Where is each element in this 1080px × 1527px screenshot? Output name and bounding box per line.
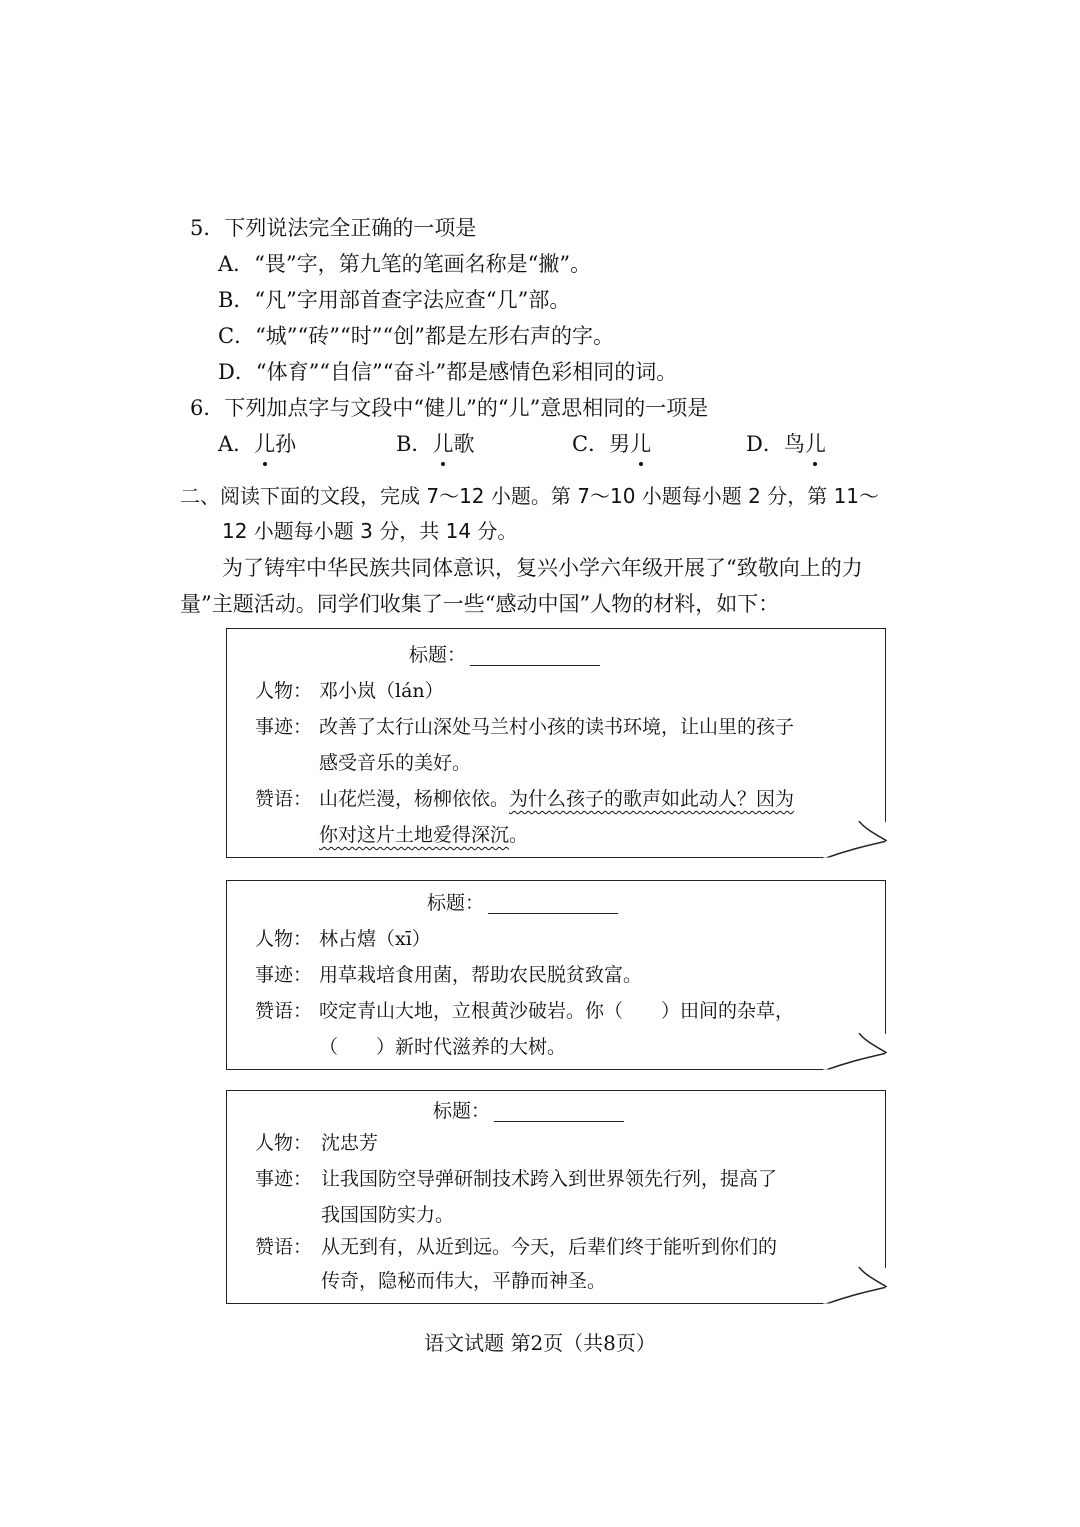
- card-1-deeds-line1: 改善了太行山深处马兰村小孩的读书环境，让山里的孩子: [319, 716, 795, 738]
- section-2-intro-line2: 量”主题活动。同学们收集了一些“感动中国”人物的材料，如下：: [180, 592, 780, 616]
- card-3-person-label: 人物：: [255, 1132, 313, 1154]
- question-6-option-c: C．男儿: [572, 429, 746, 459]
- card-2-deeds-label: 事迹：: [255, 964, 313, 986]
- question-5-option-c: C．“城”“砖”“时”“创”都是左形右声的字。: [218, 324, 614, 348]
- card-1-person-label: 人物：: [255, 680, 313, 702]
- material-card-1: [226, 628, 886, 858]
- emphasis-dot-char: 儿: [805, 429, 826, 459]
- card-2-praise-line2: （ ）新时代滋养的大树。: [319, 1036, 567, 1058]
- card-1-deeds-label: 事迹：: [255, 716, 313, 738]
- title-blank[interactable]: [488, 893, 618, 914]
- section-2-heading-line2: 12 小题每小题 3 分，共 14 分。: [222, 519, 518, 543]
- card-2-person: 林占熺（xī）: [319, 928, 431, 950]
- card-2-praise-line1: 咬定青山大地，立根黄沙破岩。你（ ）田间的杂草，: [319, 1000, 795, 1022]
- card-3-praise-line2: 传奇，隐秘而伟大，平静而神圣。: [321, 1270, 607, 1292]
- question-6-options: [218, 429, 826, 459]
- card-1-deeds-line2: 感受音乐的美好。: [319, 752, 472, 774]
- emphasis-dot-char: 儿: [630, 429, 651, 459]
- card-3-praise-line1: 从无到有，从近到远。今天，后辈们终于能听到你们的: [321, 1236, 778, 1258]
- material-card-3: [226, 1090, 886, 1304]
- card-2-deeds-line1: 用草栽培食用菌，帮助农民脱贫致富。: [319, 964, 643, 986]
- card-3-praise-label: 赞语：: [255, 1236, 313, 1258]
- page-curl-icon: [823, 1267, 887, 1305]
- section-2-heading-line1: 二、阅读下面的文段，完成 7～12 小题。第 7～10 小题每小题 2 分，第 11～: [180, 484, 880, 508]
- card-1-person: 邓小岚（lán）: [319, 680, 444, 702]
- emphasis-dot-char: 儿: [254, 429, 275, 459]
- card-1-praise-line1: 山花烂漫，杨柳依依。为什么孩子的歌声如此动人？因为: [319, 788, 795, 810]
- question-6-option-d: D．鸟儿: [746, 429, 826, 459]
- card-3-person: 沈忠芳: [321, 1132, 379, 1154]
- question-6-stem: 6．下列加点字与文段中“健儿”的“儿”意思相同的一项是: [190, 396, 709, 420]
- question-5-option-a: A．“畏”字，第九笔的笔画名称是“撇”。: [218, 252, 592, 276]
- page-footer: 语文试题 第2页（共8页）: [424, 1331, 656, 1355]
- emphasis-dot-char: 儿: [432, 429, 453, 459]
- section-2-intro-line1: 为了铸牢中华民族共同体意识，复兴小学六年级开展了“致敬向上的力: [222, 556, 863, 580]
- card-2-praise-label: 赞语：: [255, 1000, 313, 1022]
- card-3-deeds-line2: 我国国防实力。: [321, 1204, 455, 1226]
- card-2-person-label: 人物：: [255, 928, 313, 950]
- card-1-praise-label: 赞语：: [255, 788, 313, 810]
- question-6-option-a: A．儿孙: [218, 429, 396, 459]
- card-3-title-row: 标题：: [433, 1097, 624, 1125]
- card-2-title-row: 标题：: [427, 889, 618, 917]
- question-5-stem: 5．下列说法完全正确的一项是: [190, 216, 477, 240]
- question-5-option-d: D．“体育”“自信”“奋斗”都是感情色彩相同的词。: [218, 360, 678, 384]
- material-card-2: [226, 880, 886, 1070]
- card-3-deeds-line1: 让我国防空导弹研制技术跨入到世界领先行列，提高了: [321, 1168, 778, 1190]
- page-curl-icon: [823, 1033, 887, 1071]
- card-3-deeds-label: 事迹：: [255, 1168, 313, 1190]
- page-curl-icon: [823, 821, 887, 859]
- title-blank[interactable]: [470, 645, 600, 666]
- card-1-title-row: 标题：: [409, 641, 600, 669]
- wavy-underlined-text: 为什么孩子的歌声如此动人？因为: [509, 788, 795, 810]
- question-6-option-b: B．儿歌: [396, 429, 572, 459]
- question-5-option-b: B．“凡”字用部首查字法应查“几”部。: [218, 288, 571, 312]
- wavy-underlined-text: 你对这片土地爱得深沉: [319, 824, 510, 846]
- title-blank[interactable]: [494, 1101, 624, 1122]
- card-1-praise-line2: 你对这片土地爱得深沉。: [319, 824, 529, 846]
